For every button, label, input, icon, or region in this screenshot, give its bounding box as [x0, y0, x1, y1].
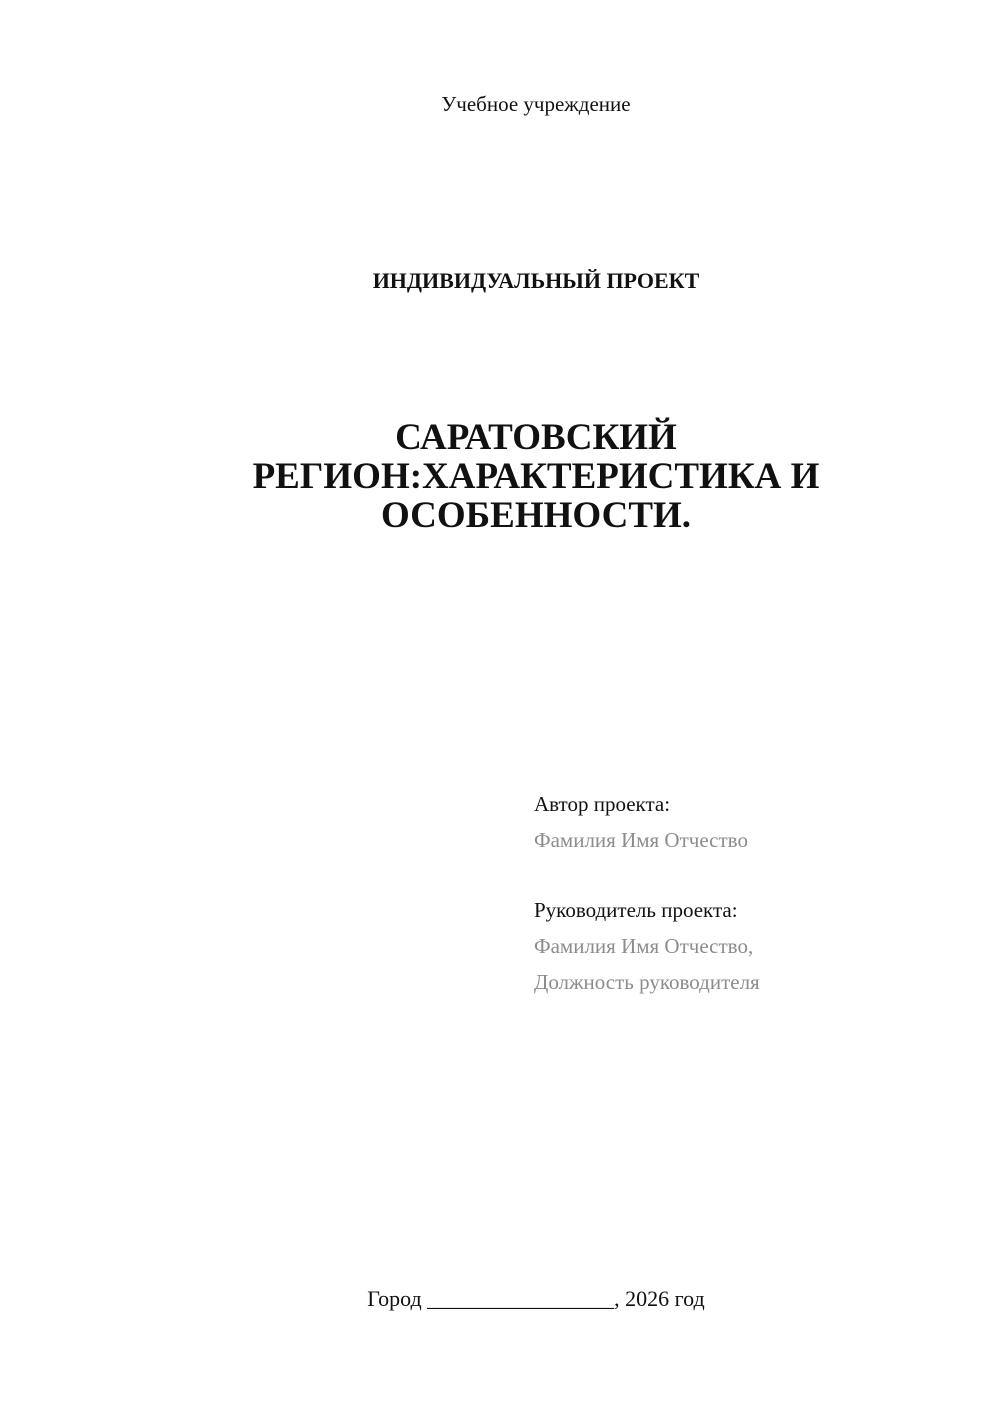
document-type: ИНДИВИДУАЛЬНЫЙ ПРОЕКТ — [372, 268, 700, 293]
supervisor-name: Фамилия Имя Отчество, — [534, 934, 754, 958]
supervisor-label: Руководитель проекта: — [534, 898, 738, 922]
author-name: Фамилия Имя Отчество — [534, 828, 748, 852]
author-label: Автор проекта: — [534, 792, 671, 816]
supervisor-position: Должность руководителя — [534, 970, 760, 994]
supervisor-block — [534, 892, 760, 1000]
author-block — [534, 786, 748, 858]
city-year-footer: Город _________________, 2026 год — [367, 1286, 705, 1311]
institution-name: Учебное учреждение — [441, 92, 631, 116]
title-line: РЕГИОН:ХАРАКТЕРИСТИКА И — [252, 456, 820, 497]
title-line: САРАТОВСКИЙ — [395, 417, 677, 458]
title-line: ОСОБЕННОСТИ. — [380, 495, 692, 536]
project-title — [0, 418, 1000, 535]
